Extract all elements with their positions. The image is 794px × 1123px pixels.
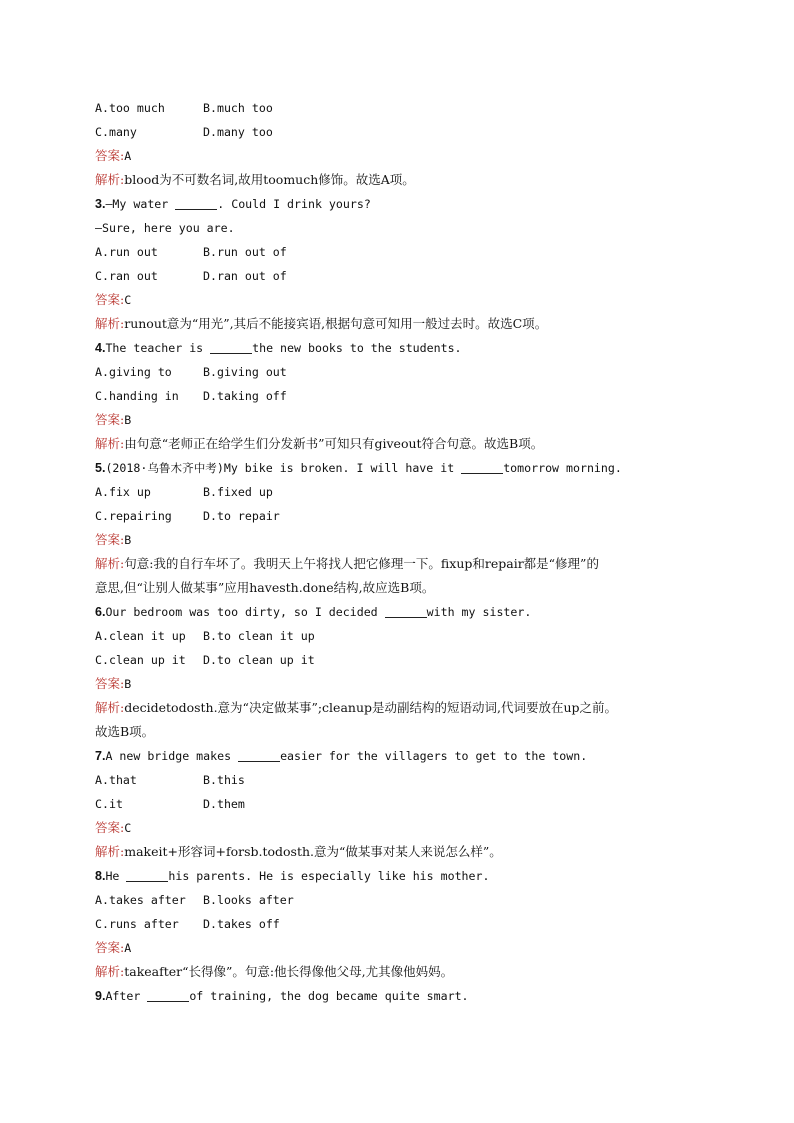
option-right: B.looks after: [203, 893, 294, 907]
question-line: [95, 744, 715, 768]
analysis-label: 解析:: [95, 556, 125, 571]
answer-line: [95, 144, 715, 168]
question-stem-end: . Could I drink yours?: [217, 197, 371, 211]
question-stem-end: the new books to the students.: [252, 341, 462, 355]
question-line: [95, 456, 715, 480]
option-row: [95, 384, 715, 408]
answer-label: 答案:: [95, 148, 125, 163]
analysis-text: makeit+形容词+forsb.todosth.意为“做某事对某人来说怎么样”。: [124, 844, 502, 859]
answer-value: B: [124, 413, 132, 427]
question-stem-end: his parents. He is especially like his mother.: [168, 869, 490, 883]
option-row: [95, 480, 715, 504]
analysis-line: [95, 168, 715, 192]
answer-line: [95, 528, 715, 552]
option-row: [95, 360, 715, 384]
worksheet-page: [95, 96, 715, 1008]
option-row: [95, 240, 715, 264]
option-right: B.giving out: [203, 365, 287, 379]
option-left: C.many: [95, 125, 137, 139]
question-stem: A new bridge makes: [105, 749, 239, 763]
question-line: [95, 600, 715, 624]
question-stem: (2018·乌鲁木齐中考)My bike is broken. I will have it: [105, 461, 462, 475]
option-row: [95, 912, 715, 936]
analysis-line: [95, 960, 715, 984]
analysis-text: takeafter“长得像”。句意:他长得像他父母,尤其像他妈妈。: [124, 964, 454, 979]
question-stem: The teacher is: [105, 341, 211, 355]
option-row: [95, 648, 715, 672]
answer-blank: [175, 195, 217, 210]
answer-value: C: [124, 293, 132, 307]
answer-line: [95, 672, 715, 696]
answer-label: 答案:: [95, 532, 125, 547]
question-stem: Our bedroom was too dirty, so I decided: [105, 605, 385, 619]
analysis-line: [95, 552, 715, 576]
answer-value: C: [124, 821, 132, 835]
analysis-continuation: 意思,但“让别人做某事”应用havesth.done结构,故应选B项。: [95, 580, 435, 595]
option-left: A.too much: [95, 101, 165, 115]
analysis-line: [95, 312, 715, 336]
answer-blank: [461, 459, 503, 474]
question-stem: He: [105, 869, 127, 883]
analysis-text: 句意:我的自行车坏了。我明天上午将找人把它修理一下。fixup和repair都是“修理”的: [124, 556, 599, 571]
question-number: 3.: [95, 197, 106, 211]
option-left: A.that: [95, 773, 137, 787]
question-number: 5.: [95, 461, 106, 475]
question-line: [95, 192, 715, 216]
answer-label: 答案:: [95, 820, 125, 835]
answer-blank: [147, 987, 189, 1002]
analysis-text: blood为不可数名词,故用toomuch修饰。故选A项。: [124, 172, 415, 187]
answer-label: 答案:: [95, 292, 125, 307]
answer-line: [95, 408, 715, 432]
option-right: B.to clean it up: [203, 629, 315, 643]
option-right: D.them: [203, 797, 245, 811]
analysis-label: 解析:: [95, 964, 125, 979]
option-left: C.it: [95, 797, 123, 811]
option-right: D.to repair: [203, 509, 280, 523]
analysis-continuation: 故选B项。: [95, 724, 155, 739]
option-left: C.repairing: [95, 509, 172, 523]
answer-value: A: [124, 941, 132, 955]
option-row: [95, 768, 715, 792]
analysis-label: 解析:: [95, 700, 125, 715]
option-left: A.run out: [95, 245, 158, 259]
option-row: [95, 96, 715, 120]
question-number: 8.: [95, 869, 106, 883]
option-row: [95, 504, 715, 528]
analysis-line: [95, 696, 715, 720]
question-line: [95, 984, 715, 1008]
question-stem-end: of training, the dog became quite smart.: [189, 989, 469, 1003]
option-row: [95, 624, 715, 648]
option-left: A.clean it up: [95, 629, 186, 643]
dialogue-line: —Sure, here you are.: [95, 221, 235, 235]
option-row: [95, 120, 715, 144]
option-row: [95, 888, 715, 912]
option-row: [95, 792, 715, 816]
question-line: [95, 336, 715, 360]
option-right: B.fixed up: [203, 485, 273, 499]
answer-value: B: [124, 533, 132, 547]
answer-line: [95, 936, 715, 960]
answer-blank: [126, 867, 168, 882]
answer-blank: [210, 339, 252, 354]
question-number: 7.: [95, 749, 106, 763]
analysis-text: decidetodosth.意为“决定做某事”;cleanup是动副结构的短语动词,代词要放在up之前。: [124, 700, 618, 715]
option-right: D.to clean up it: [203, 653, 315, 667]
analysis-label: 解析:: [95, 316, 125, 331]
analysis-text: runout意为“用光”,其后不能接宾语,根据句意可知用一般过去时。故选C项。: [124, 316, 548, 331]
answer-blank: [238, 747, 280, 762]
question-number: 6.: [95, 605, 106, 619]
answer-value: B: [124, 677, 132, 691]
option-left: C.clean up it: [95, 653, 186, 667]
question-number: 4.: [95, 341, 106, 355]
answer-label: 答案:: [95, 940, 125, 955]
answer-blank: [385, 603, 427, 618]
question-stem-end: tomorrow morning.: [503, 461, 622, 475]
analysis-line: [95, 840, 715, 864]
question-stem: —My water: [105, 197, 176, 211]
answer-label: 答案:: [95, 412, 125, 427]
analysis-label: 解析:: [95, 844, 125, 859]
analysis-line: [95, 432, 715, 456]
question-stem-end: with my sister.: [426, 605, 532, 619]
answer-line: [95, 288, 715, 312]
option-left: A.takes after: [95, 893, 186, 907]
option-right: B.run out of: [203, 245, 287, 259]
analysis-label: 解析:: [95, 172, 125, 187]
question-stem: After: [105, 989, 148, 1003]
question-number: 9.: [95, 989, 106, 1003]
option-right: D.ran out of: [203, 269, 287, 283]
option-right: D.many too: [203, 125, 273, 139]
option-left: C.ran out: [95, 269, 158, 283]
option-left: C.runs after: [95, 917, 179, 931]
answer-label: 答案:: [95, 676, 125, 691]
analysis-label: 解析:: [95, 436, 125, 451]
option-right: B.much too: [203, 101, 273, 115]
option-left: C.handing in: [95, 389, 179, 403]
answer-line: [95, 816, 715, 840]
answer-value: A: [124, 149, 132, 163]
analysis-text: 由句意“老师正在给学生们分发新书”可知只有giveout符合句意。故选B项。: [124, 436, 544, 451]
option-right: B.this: [203, 773, 245, 787]
option-right: D.taking off: [203, 389, 287, 403]
option-row: [95, 264, 715, 288]
question-stem-end: easier for the villagers to get to the town.: [280, 749, 588, 763]
option-left: A.fix up: [95, 485, 151, 499]
option-left: A.giving to: [95, 365, 172, 379]
option-right: D.takes off: [203, 917, 280, 931]
question-line: [95, 864, 715, 888]
